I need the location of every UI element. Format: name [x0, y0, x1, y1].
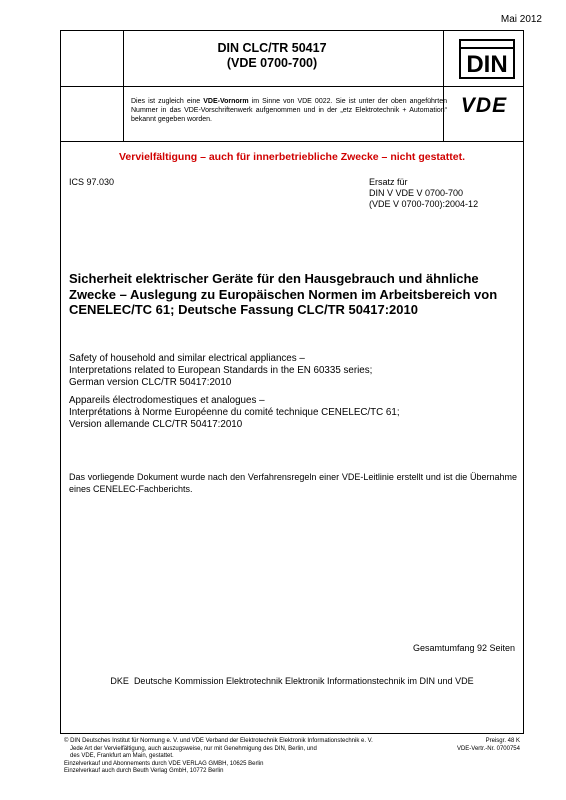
replaces-label: Ersatz für — [369, 177, 408, 187]
order-number: VDE-Vertr.-Nr. 0700754 — [456, 745, 520, 752]
divider-note — [61, 141, 523, 142]
footer-line: Jede Art der Vervielfältigung, auch auszugsweise, nur mit Genehmigung des DIN, Berlin, und — [70, 745, 317, 752]
replaces-block — [369, 177, 478, 210]
title-french — [69, 395, 517, 431]
divider-left-column — [123, 31, 124, 141]
footer-line: © DIN Deutsches Institut für Normung e. V. und VDE Verband der Elektrotechnik Elektronik Informationstechnik e. V. — [64, 738, 373, 744]
vde-note-bold: VDE-Vornorm — [203, 98, 249, 105]
vde-note-suffix: im Sinne von VDE 0022. Sie ist unter der oben angeführten Nummer in das VDE-Vorschriftenwerk aufgenommen und in der „etz Elektrotechnik + Automation“ bekannt gegeben worden. — [131, 98, 447, 123]
divider-logo-column — [443, 31, 444, 141]
document-number: DIN CLC/TR 50417 — [217, 41, 327, 55]
document-number-block — [127, 41, 417, 71]
footer-line: Einzelverkauf auch durch Beuth Verlag GmbH, 10772 Berlin — [64, 768, 224, 774]
footer-line: Einzelverkauf und Abonnements durch VDE VERLAG GMBH, 10625 Berlin — [64, 760, 264, 767]
footer-copyright — [64, 738, 424, 776]
footer-pricing — [457, 738, 520, 753]
reproduction-warning: Vervielfältigung – auch für innerbetriebliche Zwecke – nicht gestattet. — [118, 151, 465, 163]
price-group: Preisgr. 48 K — [485, 738, 520, 744]
din-logo-text: DIN — [466, 51, 508, 78]
vde-logo-text: VDE — [460, 94, 508, 115]
title-french-line: Interprétations à Norme Européenne du comité technique CENELEC/TC 61; — [69, 407, 400, 418]
title-french-line: Appareils électrodomestiques et analogues – — [69, 395, 265, 406]
document-frame — [60, 30, 524, 734]
procedure-statement: Das vorliegende Dokument wurde nach den Verfahrensregeln einer VDE-Leitlinie erstellt und ist die Übernahme eines CENELEC-Fachberichts. — [69, 472, 517, 494]
total-pages: Gesamtumfang 92 Seiten — [412, 643, 515, 653]
replaces-line-2: (VDE V 0700-700):2004-12 — [369, 199, 479, 209]
issue-date: Mai 2012 — [500, 14, 542, 25]
vde-note — [131, 97, 447, 124]
replaces-line-1: DIN V VDE V 0700-700 — [369, 188, 464, 198]
din-logo-icon — [459, 39, 515, 79]
dke-line — [61, 676, 523, 686]
dke-abbreviation: DKE — [110, 676, 129, 686]
vde-logo-icon — [449, 93, 519, 115]
title-english-line: Interpretations related to European Standards in the EN 60335 series; — [69, 365, 373, 376]
dke-full-name: Deutsche Kommission Elektrotechnik Elektronik Informationstechnik im DIN und VDE — [133, 676, 474, 686]
ics-code: ICS 97.030 — [69, 177, 115, 187]
vde-classification: (VDE 0700-700) — [226, 56, 318, 70]
title-german: Sicherheit elektrischer Geräte für den Hausgebrauch und ähnliche Zwecke – Auslegung zu Europäischen Normen im Arbeitsbereich von CENELEC/TC 61; Deutsche Fassung CLC/TR 50417:2010 — [69, 271, 498, 317]
title-english-line: German version CLC/TR 50417:2010 — [69, 377, 232, 388]
title-english — [69, 353, 517, 389]
divider-title — [61, 86, 523, 87]
title-french-line: Version allemande CLC/TR 50417:2010 — [69, 419, 243, 430]
footer-line: des VDE, Frankfurt am Main, gestattet. — [70, 753, 174, 759]
title-english-line: Safety of household and similar electrical appliances – — [69, 353, 305, 364]
vde-note-prefix: Dies ist zugleich eine — [131, 98, 204, 105]
